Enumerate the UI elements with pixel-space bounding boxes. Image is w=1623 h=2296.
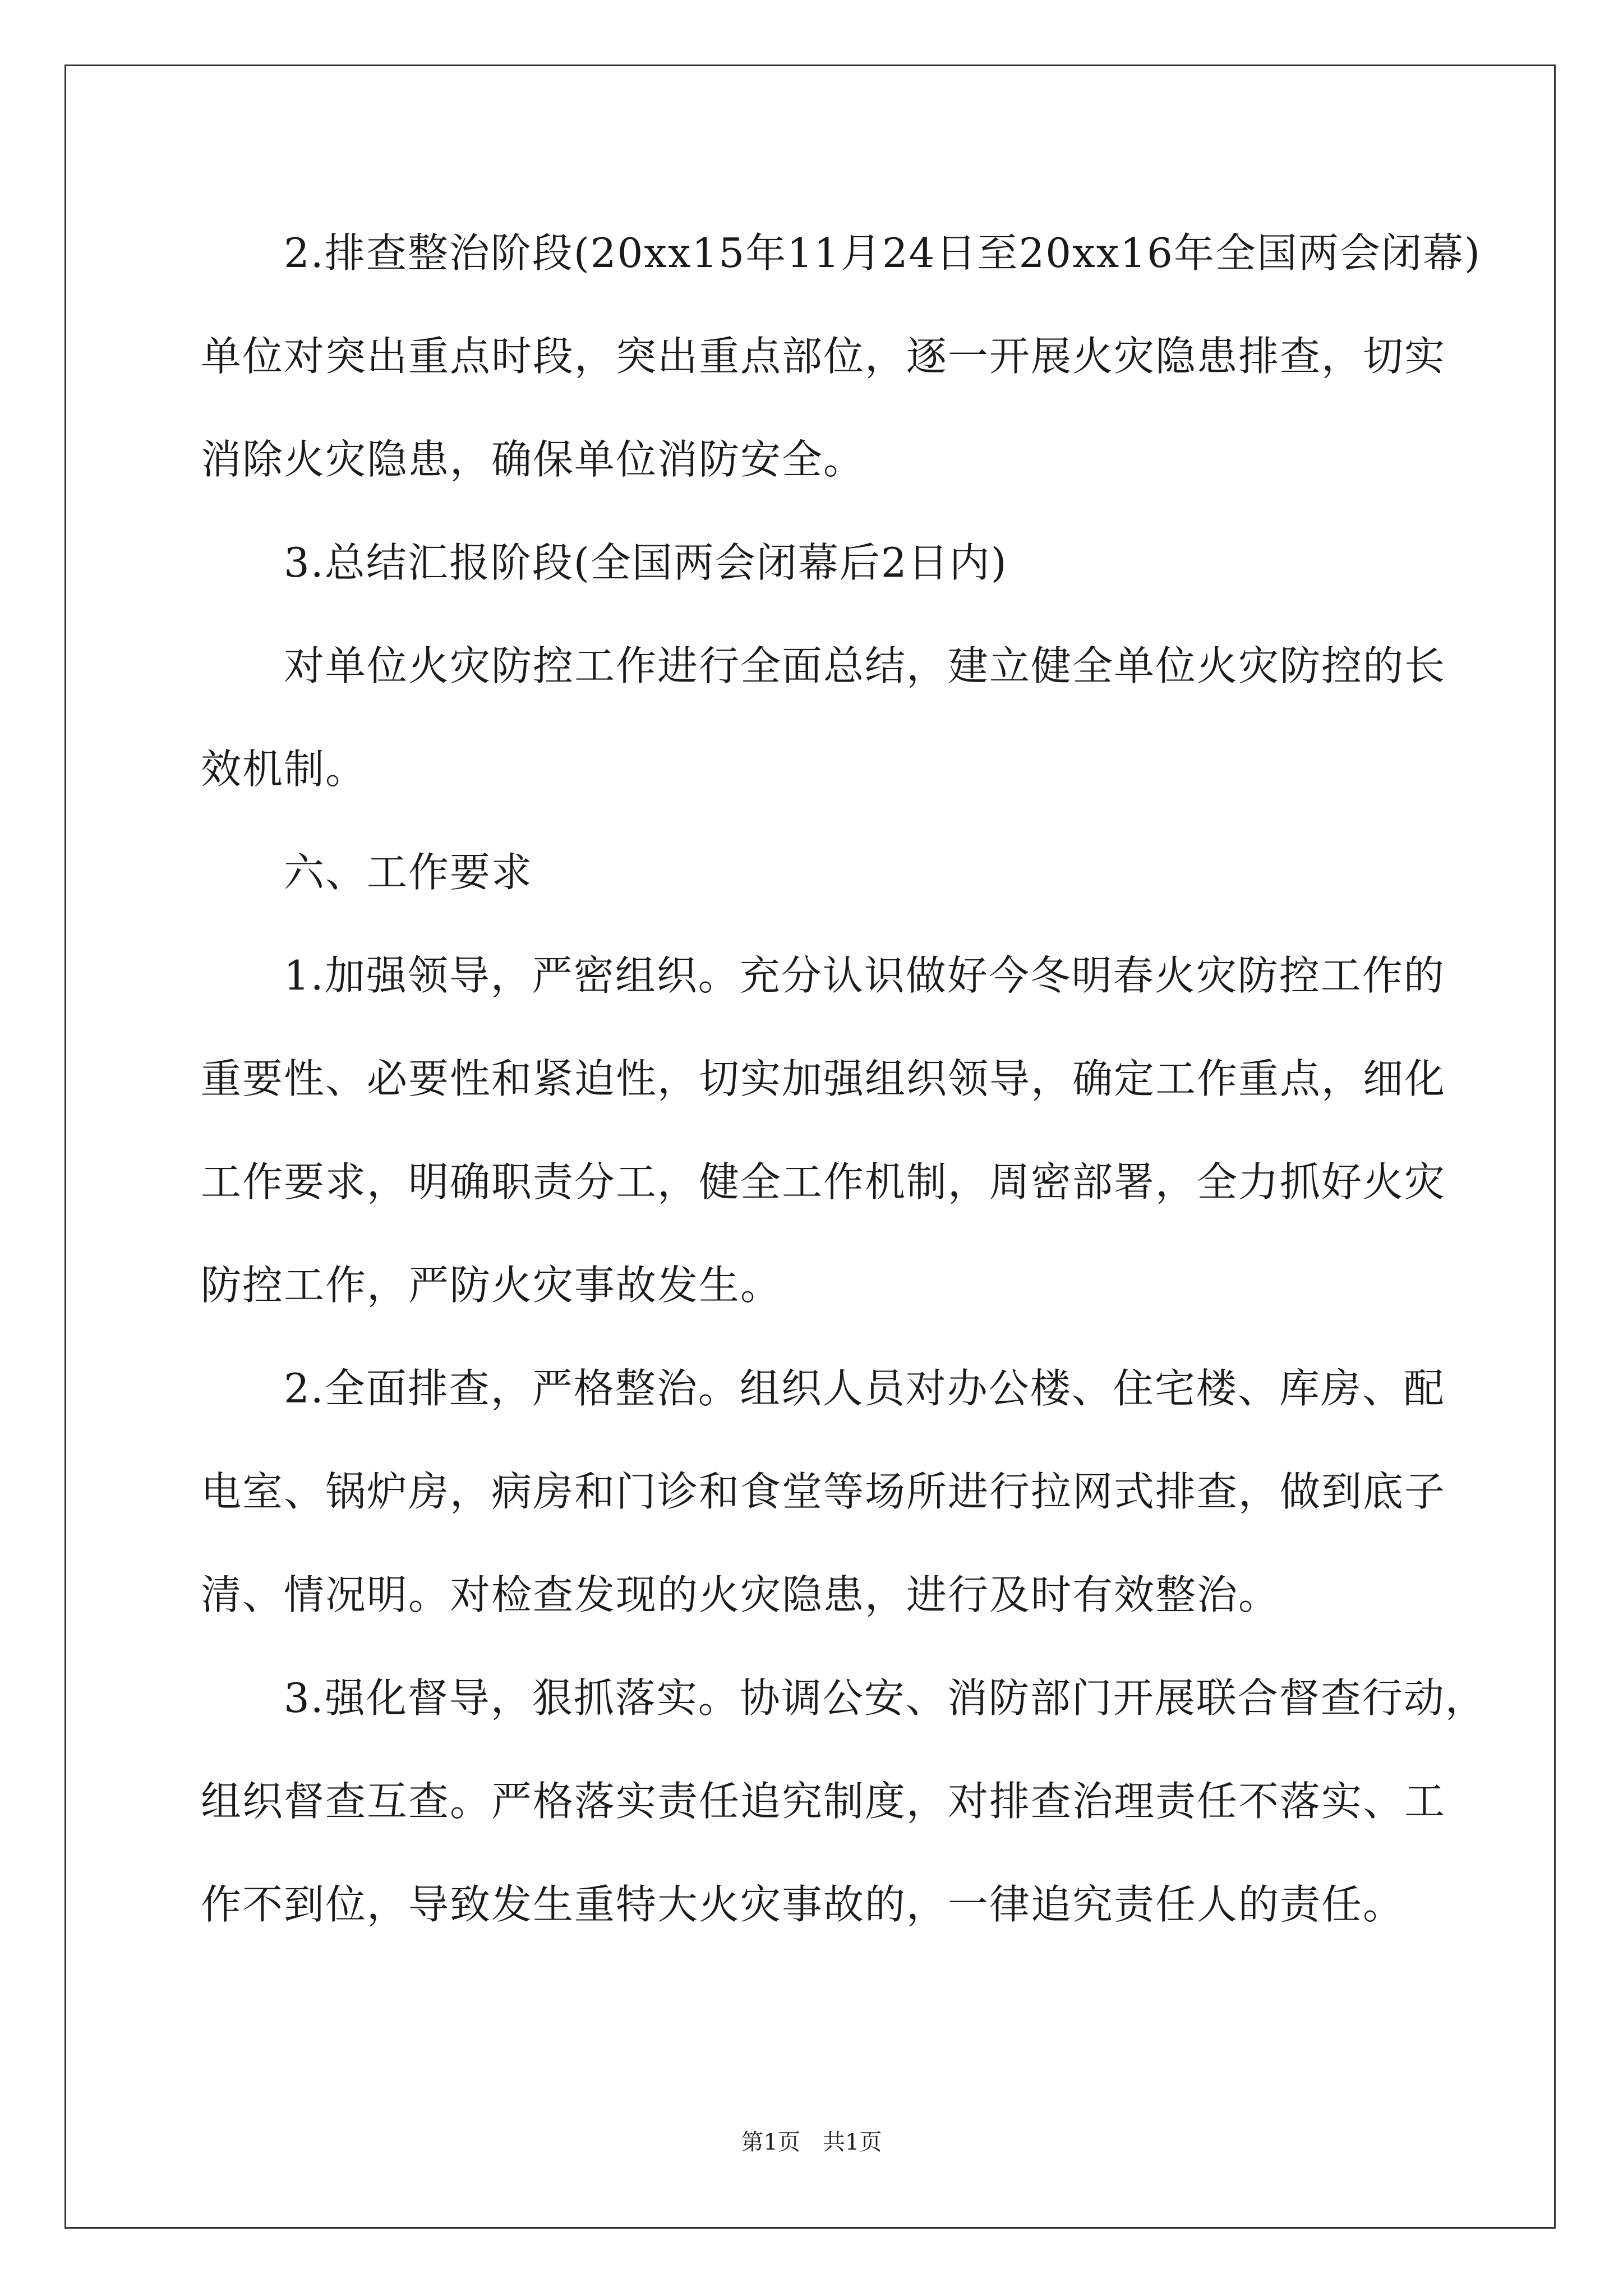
paragraph-line: 消除火灾隐患，确保单位消防安全。 (201, 436, 865, 483)
paragraph-line: 电室、锅炉房，病房和门诊和食堂等场所进行拉网式排查，做到底子 (201, 1468, 1446, 1515)
paragraph-line: 对单位火灾防控工作进行全面总结，建立健全单位火灾防控的长 (201, 642, 1446, 689)
paragraph-line: 1.加强领导，严密组织。充分认识做好今冬明春火灾防控工作的 (201, 952, 1445, 999)
paragraph-line: 2.全面排查，严格整治。组织人员对办公楼、住宅楼、库房、配 (201, 1365, 1445, 1412)
paragraph-line: 3.总结汇报阶段(全国两会闭幕后2日内) (201, 539, 1008, 586)
section-heading: 六、工作要求 (201, 849, 533, 896)
paragraph-line: 清、情况明。对检查发现的火灾隐患，进行及时有效整治。 (201, 1571, 1280, 1618)
paragraph-line: 效机制。 (201, 746, 367, 793)
paragraph-line: 防控工作，严防火灾事故发生。 (201, 1262, 782, 1309)
paragraph-line: 作不到位，导致发生重特大火灾事故的，一律追究责任人的责任。 (201, 1881, 1405, 1928)
paragraph-line: 单位对突出重点时段，突出重点部位，逐一开展火灾隐患排查，切实 (201, 333, 1446, 380)
paragraph-line: 组织督查互查。严格落实责任追究制度，对排查治理责任不落实、工 (201, 1778, 1446, 1825)
paragraph-line: 重要性、必要性和紧迫性，切实加强组织领导，确定工作重点，细化 (201, 1055, 1446, 1102)
paragraph-line: 2.排查整治阶段(20xx15年11月24日至20xx16年全国两会闭幕) (201, 229, 1482, 277)
paragraph-line: 3.强化督导，狠抓落实。协调公安、消防部门开展联合督查行动， (201, 1674, 1487, 1722)
page-number-footer: 第1页 共1页 (741, 2129, 882, 2155)
paragraph-line: 工作要求，明确职责分工，健全工作机制，周密部署，全力抓好火灾 (201, 1158, 1446, 1205)
